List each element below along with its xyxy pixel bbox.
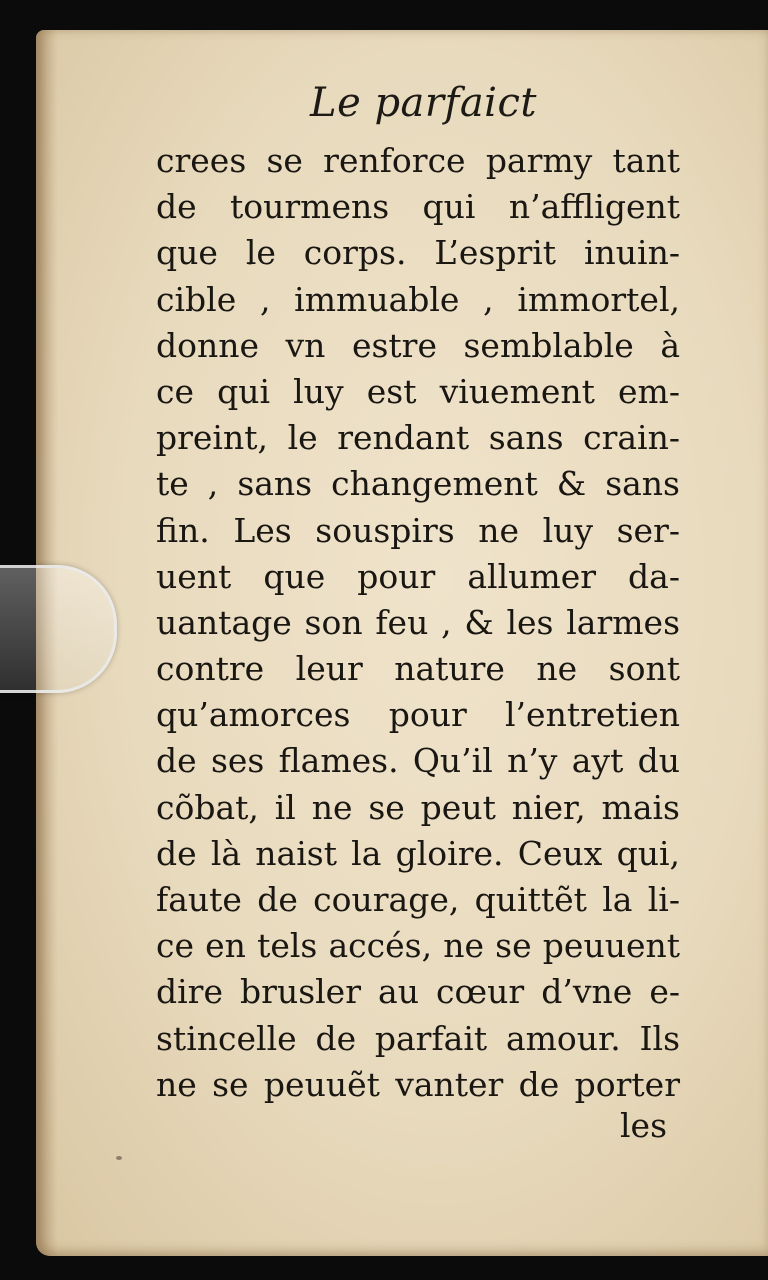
text-line: te , sans changement & sans (156, 464, 680, 504)
text-line: ce en tels accés, ne se peuuent (156, 926, 680, 966)
text-line: que le corps. L’esprit inuin- (156, 233, 680, 273)
catchword: les (620, 1106, 668, 1145)
text-line: ce qui luy est viuement em- (156, 371, 680, 411)
text-line: cible , immuable , immortel, (156, 279, 680, 319)
body-text (156, 138, 680, 1108)
text-line: de là naist la gloire. Ceux qui, (156, 833, 680, 873)
text-line: faute de courage, quittẽt la li- (156, 880, 680, 919)
text-line: donne vn estre semblable à (156, 325, 680, 365)
text-line: fin. Les souspirs ne luy ser- (156, 510, 680, 550)
text-line: crees se renforce parmy tant (156, 141, 680, 180)
text-line: dire brusler au cœur d’vne e- (156, 972, 680, 1012)
text-line: preint, le rendant sans crain- (156, 418, 680, 458)
text-line: uantage son feu , & les larmes (156, 602, 680, 642)
text-line: qu’amorces pour l’entretien (156, 695, 680, 735)
text-line: de ses flames. Qu’il n’y ayt du (156, 741, 680, 781)
text-line: ne se peuuẽt vanter de porter (156, 1064, 680, 1104)
paper-speck (116, 1156, 122, 1160)
text-line: uent que pour allumer da- (156, 556, 680, 596)
running-head: Le parfaict (310, 80, 537, 126)
text-line: contre leur nature ne sont (156, 649, 680, 689)
page-clip (0, 565, 117, 693)
text-line: cõbat, il ne se peut nier, mais (156, 787, 680, 827)
text-line: de tourmens qui n’affligent (156, 187, 680, 227)
text-line: stincelle de parfait amour. Ils (156, 1018, 680, 1058)
